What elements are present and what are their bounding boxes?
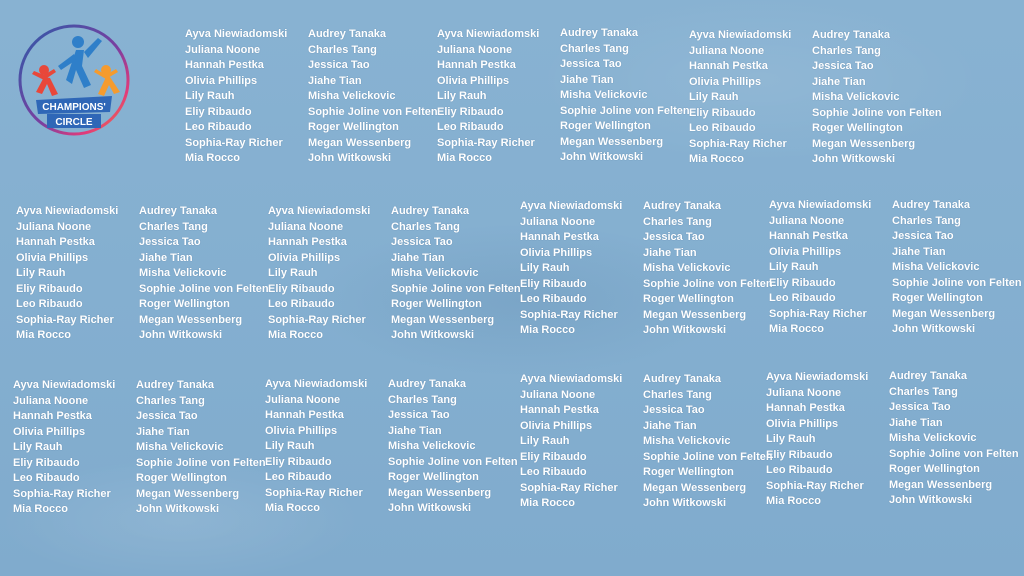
name-entry: Ayva Niewiadomski bbox=[766, 371, 869, 383]
name-entry: Audrey Tanaka bbox=[889, 370, 968, 382]
name-entry: Lily Rauh bbox=[437, 90, 487, 102]
name-entry: Jessica Tao bbox=[889, 401, 951, 413]
name-entry: John Witkowski bbox=[812, 153, 896, 165]
name-entry: Mia Rocco bbox=[268, 329, 324, 341]
name-entry: Jiahe Tian bbox=[139, 251, 193, 264]
name-entry: Jessica Tao bbox=[391, 236, 453, 248]
name-entry: Jessica Tao bbox=[812, 60, 874, 72]
name-entry: Juliana Noone bbox=[766, 386, 842, 399]
name-entry: Roger Wellington bbox=[391, 298, 482, 310]
name-entry: Sophia-Ray Richer bbox=[16, 313, 114, 326]
name-column bbox=[689, 28, 791, 168]
name-entry: Leo Ribaudo bbox=[13, 472, 80, 484]
name-entry: Lily Rauh bbox=[268, 267, 318, 279]
name-column bbox=[766, 370, 868, 510]
name-entry: Charles Tang bbox=[308, 43, 377, 56]
name-entry: Juliana Noone bbox=[520, 215, 596, 228]
name-entry: Misha Velickovic bbox=[643, 435, 731, 447]
name-entry: Roger Wellington bbox=[812, 122, 903, 134]
name-entry: Sophia-Ray Richer bbox=[769, 307, 867, 320]
name-entry: Megan Wessenberg bbox=[892, 307, 996, 320]
name-entry: Charles Tang bbox=[136, 394, 205, 407]
name-entry: Jessica Tao bbox=[388, 409, 450, 421]
name-entry: Hannah Pestka bbox=[13, 410, 92, 422]
name-entry: Jessica Tao bbox=[139, 236, 201, 248]
name-entry: Jiahe Tian bbox=[388, 424, 442, 437]
name-entry: Eliy Ribaudo bbox=[268, 282, 335, 295]
name-entry: Mia Rocco bbox=[13, 503, 69, 515]
logo-text-line1: CHAMPIONS' bbox=[42, 102, 106, 113]
name-entry: Ayva Niewiadomski bbox=[13, 379, 116, 391]
name-entry: Audrey Tanaka bbox=[812, 29, 891, 41]
name-entry: Leo Ribaudo bbox=[185, 121, 252, 133]
name-entry: Roger Wellington bbox=[889, 463, 980, 475]
name-entry: John Witkowski bbox=[643, 324, 727, 336]
name-entry: Eliy Ribaudo bbox=[185, 105, 252, 118]
name-entry: Roger Wellington bbox=[139, 298, 230, 310]
name-entry: Misha Velickovic bbox=[391, 267, 479, 279]
name-entry: Sophie Joline von Felten bbox=[391, 282, 521, 295]
name-entry: John Witkowski bbox=[889, 494, 973, 506]
name-entry: Leo Ribaudo bbox=[268, 298, 335, 310]
name-entry: Mia Rocco bbox=[185, 152, 241, 164]
name-entry: Olivia Phillips bbox=[769, 245, 842, 258]
name-entry: Juliana Noone bbox=[268, 220, 344, 233]
name-entry: Charles Tang bbox=[388, 393, 457, 406]
name-entry: Roger Wellington bbox=[643, 466, 734, 478]
name-column bbox=[520, 372, 622, 512]
name-entry: Leo Ribaudo bbox=[520, 466, 587, 478]
name-entry: Olivia Phillips bbox=[265, 424, 338, 437]
name-entry: Olivia Phillips bbox=[766, 417, 839, 430]
name-column bbox=[889, 369, 1019, 509]
name-entry: Ayva Niewiadomski bbox=[689, 29, 792, 41]
name-entry: Mia Rocco bbox=[769, 323, 825, 335]
name-entry: Leo Ribaudo bbox=[689, 122, 756, 134]
name-entry: Juliana Noone bbox=[437, 43, 513, 56]
name-entry: Megan Wessenberg bbox=[136, 487, 240, 500]
name-entry: Mia Rocco bbox=[520, 497, 576, 509]
name-entry: Leo Ribaudo bbox=[769, 292, 836, 304]
name-entry: Juliana Noone bbox=[185, 43, 261, 56]
name-entry: Sophia-Ray Richer bbox=[437, 136, 535, 149]
name-entry: Roger Wellington bbox=[308, 121, 399, 133]
name-entry: Juliana Noone bbox=[16, 220, 92, 233]
name-column bbox=[139, 204, 269, 344]
name-entry: John Witkowski bbox=[391, 329, 475, 341]
name-entry: Jiahe Tian bbox=[136, 425, 190, 438]
name-entry: Misha Velickovic bbox=[139, 267, 227, 279]
name-entry: Hannah Pestka bbox=[268, 236, 347, 248]
name-entry: Eliy Ribaudo bbox=[769, 276, 836, 289]
right-figure-icon bbox=[94, 65, 120, 96]
name-entry: Juliana Noone bbox=[689, 44, 765, 57]
name-entry: Megan Wessenberg bbox=[812, 137, 916, 150]
name-entry: Ayva Niewiadomski bbox=[520, 373, 623, 385]
name-entry: Sophie Joline von Felten bbox=[889, 447, 1019, 460]
name-entry: Mia Rocco bbox=[437, 152, 493, 164]
name-entry: Mia Rocco bbox=[689, 153, 745, 165]
name-entry: Ayva Niewiadomski bbox=[520, 200, 623, 212]
name-entry: Hannah Pestka bbox=[265, 409, 344, 421]
name-column bbox=[643, 199, 773, 339]
name-entry: Lily Rauh bbox=[265, 440, 315, 452]
name-entry: Eliy Ribaudo bbox=[520, 277, 587, 290]
name-entry: John Witkowski bbox=[892, 323, 976, 335]
name-column bbox=[265, 377, 367, 517]
name-entry: Misha Velickovic bbox=[812, 91, 900, 103]
center-figure-icon bbox=[58, 36, 102, 88]
name-entry: Megan Wessenberg bbox=[643, 308, 747, 321]
name-entry: Megan Wessenberg bbox=[391, 313, 495, 326]
name-entry: Ayva Niewiadomski bbox=[437, 28, 540, 40]
name-column bbox=[643, 372, 773, 512]
name-entry: Audrey Tanaka bbox=[391, 205, 470, 217]
name-entry: Hannah Pestka bbox=[766, 402, 845, 414]
name-entry: Megan Wessenberg bbox=[308, 136, 412, 149]
name-entry: Jiahe Tian bbox=[889, 416, 943, 429]
name-entry: Jessica Tao bbox=[560, 58, 622, 70]
name-entry: Lily Rauh bbox=[769, 261, 819, 273]
name-entry: Jessica Tao bbox=[308, 59, 370, 71]
name-entry: John Witkowski bbox=[139, 329, 223, 341]
name-entry: Sophie Joline von Felten bbox=[560, 104, 690, 117]
name-entry: Ayva Niewiadomski bbox=[769, 199, 872, 211]
name-entry: Misha Velickovic bbox=[892, 261, 980, 273]
name-entry: Megan Wessenberg bbox=[139, 313, 243, 326]
name-entry: Misha Velickovic bbox=[889, 432, 977, 444]
name-entry: Jiahe Tian bbox=[892, 245, 946, 258]
name-entry: Lily Rauh bbox=[766, 433, 816, 445]
name-entry: Roger Wellington bbox=[643, 293, 734, 305]
name-column bbox=[268, 204, 370, 344]
name-entry: Jiahe Tian bbox=[308, 74, 362, 87]
name-entry: Leo Ribaudo bbox=[437, 121, 504, 133]
name-entry: Olivia Phillips bbox=[520, 419, 593, 432]
name-column bbox=[812, 28, 942, 168]
name-entry: Eliy Ribaudo bbox=[16, 282, 83, 295]
name-entry: Lily Rauh bbox=[689, 91, 739, 103]
logo-text-line2: CIRCLE bbox=[55, 117, 93, 128]
name-column bbox=[13, 378, 115, 518]
name-entry: Sophie Joline von Felten bbox=[388, 455, 518, 468]
name-entry: Olivia Phillips bbox=[689, 75, 762, 88]
name-entry: Hannah Pestka bbox=[16, 236, 95, 248]
name-entry: Eliy Ribaudo bbox=[766, 448, 833, 461]
name-column bbox=[560, 26, 690, 166]
name-entry: Mia Rocco bbox=[766, 495, 822, 507]
name-entry: Juliana Noone bbox=[265, 393, 341, 406]
name-entry: Mia Rocco bbox=[520, 324, 576, 336]
name-entry: Ayva Niewiadomski bbox=[268, 205, 371, 217]
name-column bbox=[136, 378, 266, 518]
name-entry: Ayva Niewiadomski bbox=[265, 378, 368, 390]
name-entry: Sophia-Ray Richer bbox=[185, 136, 283, 149]
name-entry: Lily Rauh bbox=[185, 90, 235, 102]
name-entry: Sophie Joline von Felten bbox=[643, 450, 773, 463]
name-entry: Lily Rauh bbox=[13, 441, 63, 453]
name-entry: Hannah Pestka bbox=[185, 59, 264, 71]
name-entry: Juliana Noone bbox=[520, 388, 596, 401]
name-entry: Audrey Tanaka bbox=[643, 373, 722, 385]
name-entry: Audrey Tanaka bbox=[308, 28, 387, 40]
name-entry: Juliana Noone bbox=[769, 214, 845, 227]
name-entry: Leo Ribaudo bbox=[16, 298, 83, 310]
name-entry: Charles Tang bbox=[812, 44, 881, 57]
name-entry: Jiahe Tian bbox=[560, 73, 614, 86]
name-column bbox=[520, 199, 622, 339]
name-entry: Audrey Tanaka bbox=[892, 199, 971, 211]
name-entry: Jessica Tao bbox=[643, 231, 705, 243]
name-column bbox=[388, 377, 518, 517]
name-entry: Charles Tang bbox=[643, 388, 712, 401]
name-entry: Misha Velickovic bbox=[388, 440, 476, 452]
name-entry: Megan Wessenberg bbox=[388, 486, 492, 499]
name-entry: Ayva Niewiadomski bbox=[185, 28, 288, 40]
name-entry: Jiahe Tian bbox=[643, 419, 697, 432]
name-entry: Audrey Tanaka bbox=[643, 200, 722, 212]
name-entry: Olivia Phillips bbox=[268, 251, 341, 264]
name-entry: Sophia-Ray Richer bbox=[520, 481, 618, 494]
name-entry: Sophia-Ray Richer bbox=[268, 313, 366, 326]
name-entry: Roger Wellington bbox=[560, 120, 651, 132]
name-entry: Olivia Phillips bbox=[185, 74, 258, 87]
name-entry: Eliy Ribaudo bbox=[265, 455, 332, 468]
name-entry: Olivia Phillips bbox=[13, 425, 86, 438]
name-entry: Sophia-Ray Richer bbox=[265, 486, 363, 499]
name-entry: Lily Rauh bbox=[16, 267, 66, 279]
name-entry: Roger Wellington bbox=[136, 472, 227, 484]
name-entry: Lily Rauh bbox=[520, 262, 570, 274]
name-entry: Lily Rauh bbox=[520, 435, 570, 447]
name-entry: Leo Ribaudo bbox=[766, 464, 833, 476]
name-entry: Sophie Joline von Felten bbox=[136, 456, 266, 469]
name-entry: John Witkowski bbox=[388, 502, 472, 514]
name-entry: Charles Tang bbox=[391, 220, 460, 233]
name-entry: Jessica Tao bbox=[136, 410, 198, 422]
name-entry: Jiahe Tian bbox=[643, 246, 697, 259]
name-entry: Sophia-Ray Richer bbox=[689, 137, 787, 150]
name-entry: Roger Wellington bbox=[892, 292, 983, 304]
name-entry: Sophie Joline von Felten bbox=[812, 106, 942, 119]
name-entry: Sophia-Ray Richer bbox=[520, 308, 618, 321]
name-entry: Jessica Tao bbox=[892, 230, 954, 242]
name-entry: Sophie Joline von Felten bbox=[892, 276, 1022, 289]
name-entry: Audrey Tanaka bbox=[139, 205, 218, 217]
name-column bbox=[769, 198, 871, 338]
name-entry: Olivia Phillips bbox=[520, 246, 593, 259]
name-entry: Hannah Pestka bbox=[520, 404, 599, 416]
name-entry: Hannah Pestka bbox=[437, 59, 516, 71]
name-entry: Audrey Tanaka bbox=[136, 379, 215, 391]
name-entry: Audrey Tanaka bbox=[560, 27, 639, 39]
name-entry: Sophie Joline von Felten bbox=[643, 277, 773, 290]
name-entry: Misha Velickovic bbox=[136, 441, 224, 453]
name-entry: John Witkowski bbox=[136, 503, 220, 515]
name-entry: Olivia Phillips bbox=[16, 251, 89, 264]
name-entry: Juliana Noone bbox=[13, 394, 89, 407]
name-entry: Jessica Tao bbox=[643, 404, 705, 416]
name-entry: Roger Wellington bbox=[388, 471, 479, 483]
name-entry: Megan Wessenberg bbox=[643, 481, 747, 494]
name-entry: Eliy Ribaudo bbox=[689, 106, 756, 119]
name-entry: Eliy Ribaudo bbox=[437, 105, 504, 118]
name-entry: Jiahe Tian bbox=[812, 75, 866, 88]
name-column bbox=[437, 27, 539, 167]
name-entry: Charles Tang bbox=[139, 220, 208, 233]
name-entry: Misha Velickovic bbox=[643, 262, 731, 274]
name-entry: Eliy Ribaudo bbox=[13, 456, 80, 469]
name-entry: Ayva Niewiadomski bbox=[16, 205, 119, 217]
name-column bbox=[892, 198, 1022, 338]
champions-circle-logo bbox=[14, 22, 134, 142]
name-entry: John Witkowski bbox=[643, 497, 727, 509]
name-entry: Hannah Pestka bbox=[520, 231, 599, 243]
name-column bbox=[308, 27, 438, 167]
name-entry: Misha Velickovic bbox=[560, 89, 648, 101]
name-entry: Mia Rocco bbox=[16, 329, 72, 341]
left-figure-icon bbox=[32, 65, 58, 96]
name-entry: John Witkowski bbox=[308, 152, 392, 164]
name-column bbox=[185, 27, 287, 167]
name-entry: Sophie Joline von Felten bbox=[308, 105, 438, 118]
name-entry: Misha Velickovic bbox=[308, 90, 396, 102]
name-entry: Mia Rocco bbox=[265, 502, 321, 514]
name-entry: Megan Wessenberg bbox=[889, 478, 993, 491]
name-entry: Leo Ribaudo bbox=[265, 471, 332, 483]
name-entry: Hannah Pestka bbox=[769, 230, 848, 242]
name-entry: Charles Tang bbox=[643, 215, 712, 228]
name-entry: Sophia-Ray Richer bbox=[13, 487, 111, 500]
name-entry: Olivia Phillips bbox=[437, 74, 510, 87]
name-entry: Eliy Ribaudo bbox=[520, 450, 587, 463]
name-entry: Charles Tang bbox=[560, 42, 629, 55]
name-column bbox=[16, 204, 118, 344]
name-entry: Jiahe Tian bbox=[391, 251, 445, 264]
name-entry: Hannah Pestka bbox=[689, 60, 768, 72]
name-entry: Sophia-Ray Richer bbox=[766, 479, 864, 492]
name-column bbox=[391, 204, 521, 344]
name-entry: Charles Tang bbox=[889, 385, 958, 398]
name-entry: Leo Ribaudo bbox=[520, 293, 587, 305]
name-entry: Audrey Tanaka bbox=[388, 378, 467, 390]
name-entry: Charles Tang bbox=[892, 214, 961, 227]
name-entry: Megan Wessenberg bbox=[560, 135, 664, 148]
name-entry: John Witkowski bbox=[560, 151, 644, 163]
name-entry: Sophie Joline von Felten bbox=[139, 282, 269, 295]
